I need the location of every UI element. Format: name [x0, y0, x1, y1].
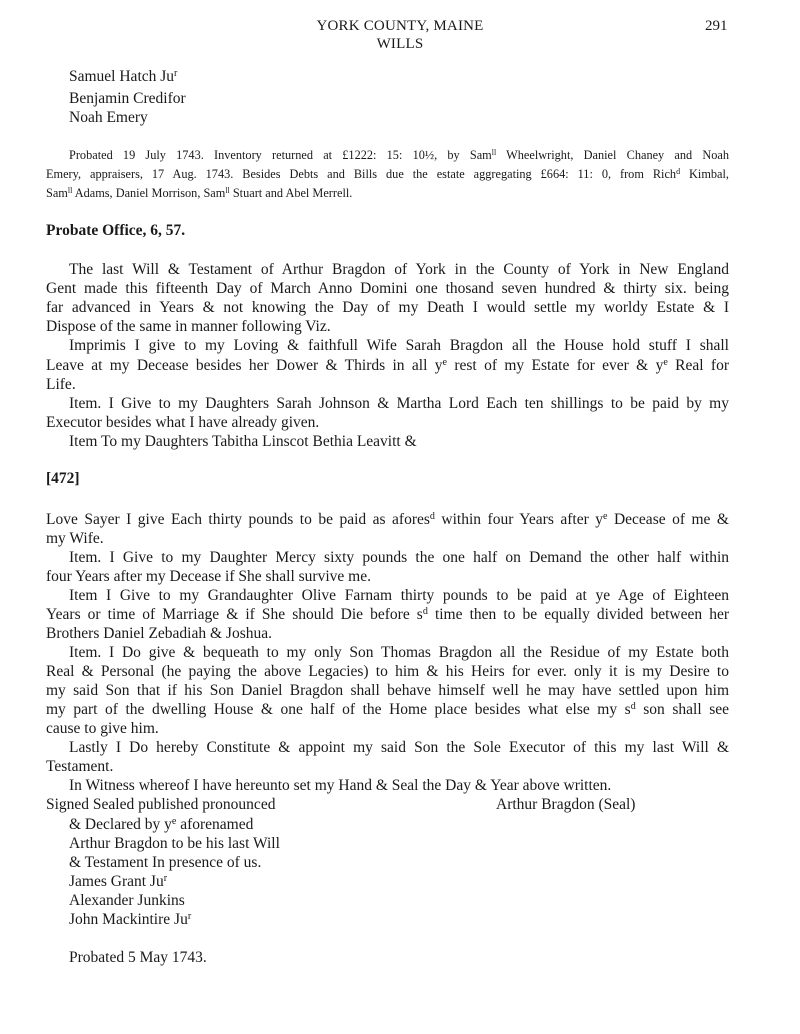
- text-line: Probated 19 July 1743. Inventory returned at £1222: 15: 10½, by Sam$^{ll}$ Wheelwright, Daniel Chaney and Noah: [69, 148, 730, 162]
- text-line: Years or time of Marriage & if She should Die before $s^d$ time then to be equally divided between her: [46, 605, 730, 623]
- superscript: e: [603, 510, 608, 522]
- running-header-subtitle: WILLS: [376, 36, 424, 52]
- page-number: 291: [705, 18, 728, 34]
- text-line: my part of the dwelling House & one half of the Home place besides what else my $s^d$ son shall see: [46, 700, 729, 718]
- text-line: Sam$^{ll}$ Adams, Daniel Morrison, Sam$^{ll}$ Stuart and Abel Merrell.: [46, 186, 353, 200]
- superscript: e: [442, 356, 447, 368]
- text-line: Life.: [46, 376, 76, 393]
- text-line: Item. I Do give & bequeath to my only Son Thomas Bragdon all the Residue of my Estate both: [69, 644, 729, 661]
- text-line: four Years after my Decease if She shall survive me.: [46, 568, 371, 585]
- text-line: Arthur Bragdon (Seal): [496, 796, 636, 813]
- text-line: John Mackintire Ju$^r$: [69, 910, 192, 928]
- superscript: d: [429, 510, 435, 522]
- superscript: ll: [225, 186, 230, 196]
- text-line: Imprimis I give to my Loving & faithfull Wife Sarah Bragdon all the House hold stuff I shall: [69, 337, 729, 354]
- text-line: Arthur Bragdon to be his last Will: [69, 835, 280, 852]
- text-line: Noah Emery: [69, 109, 148, 126]
- section-heading: Probate Office, 6, 57.: [46, 222, 186, 239]
- text-line: Real & Personal (he paying the above Legacies) to him & his Heirs for ever. only it is my Desire to: [46, 663, 729, 680]
- text-line: Testament.: [46, 758, 114, 775]
- text-line: James Grant Ju$^r$: [69, 872, 168, 890]
- text-line: Brothers Daniel Zebadiah & Joshua.: [46, 625, 272, 642]
- text-line: Item. I Give to my Daughter Mercy sixty pounds the one half on Demand the other half within: [69, 549, 729, 566]
- superscript: d: [422, 605, 428, 617]
- text-line: my said Son that if his Son Daniel Bragdon shall behave himself well he may have settled upon him: [46, 682, 729, 699]
- superscript: d: [630, 700, 636, 712]
- text-line: & Declared by $y^e$ aforenamed: [69, 815, 254, 833]
- superscript: d: [676, 167, 681, 177]
- superscript: e: [663, 356, 668, 368]
- text-line: Love Sayer I give Each thirty pounds to be paid as afores$^d$ within four Years after $y^e$ Decease of me &: [46, 510, 729, 528]
- running-header-title: YORK COUNTY, MAINE: [316, 18, 484, 34]
- superscript: r: [174, 67, 178, 79]
- text-line: Item I Give to my Grandaughter Olive Farnam thirty pounds to be paid at ye Age of Eighteen: [69, 587, 729, 604]
- text-line: Benjamin Credifor: [69, 90, 186, 107]
- text-line: Lastly I Do hereby Constitute & appoint my said Son the Sole Executor of this my last Will &: [69, 739, 729, 756]
- text-line: In Witness whereof I have hereunto set my Hand & Seal the Day & Year above written.: [69, 777, 612, 794]
- superscript: r: [187, 910, 192, 922]
- text-line: cause to give him.: [46, 720, 159, 737]
- superscript: r: [163, 872, 168, 884]
- text-line: far advanced in Years & not knowing the Day of my Death I would settle my worldy Estate & I: [46, 299, 729, 316]
- text-line: Dispose of the same in manner following Viz.: [46, 318, 331, 335]
- superscript: ll: [491, 148, 497, 158]
- text-line: Signed Sealed published pronounced: [46, 796, 276, 813]
- section-heading: [472]: [46, 470, 80, 487]
- text-line: Item To my Daughters Tabitha Linscot Bethia Leavitt &: [69, 433, 417, 450]
- text-line: Leave at my Decease besides her Dower & Thirds in all $y^e$ rest of my Estate for ever & $y^e$ Real for: [46, 356, 729, 374]
- text-line: Emery, appraisers, 17 Aug. 1743. Besides Debts and Bills due the estate aggregating £664: 11: 0, from Rich$^d$ Kimbal,: [46, 167, 729, 181]
- superscript: ll: [67, 186, 73, 196]
- text-line: my Wife.: [46, 530, 104, 547]
- text-line: Gent made this fifteenth Day of March Anno Domini one thosand seven hundred & thirty six. being: [46, 280, 729, 297]
- text-line: The last Will & Testament of Arthur Bragdon of York in the County of York in New England: [69, 261, 729, 278]
- text-line: Samuel Hatch Ju$^r$: [69, 67, 178, 85]
- text-line: Alexander Junkins: [69, 892, 185, 909]
- text-line: Item. I Give to my Daughters Sarah Johnson & Martha Lord Each ten shillings to be paid by my: [69, 395, 729, 412]
- text-line: & Testament In presence of us.: [69, 854, 262, 871]
- superscript: e: [171, 815, 177, 827]
- text-line: Probated 5 May 1743.: [69, 949, 207, 966]
- text-line: Executor besides what I have already given.: [46, 414, 320, 431]
